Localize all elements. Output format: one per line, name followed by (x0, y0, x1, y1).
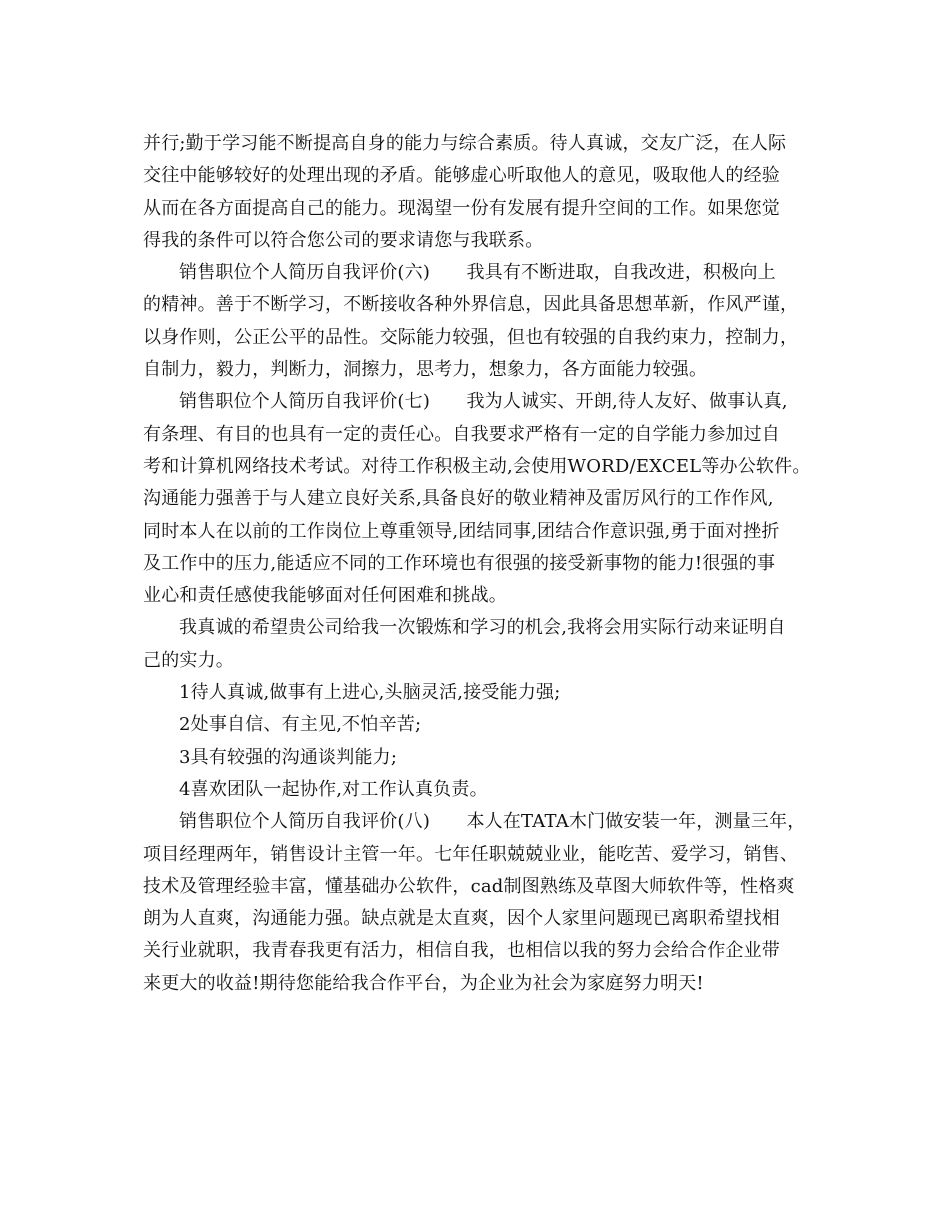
text-line: 沟通能力强善于与人建立良好关系,具备良好的敬业精神及雷厉风行的工作作风, (143, 488, 774, 510)
list-item: 1待人真诚,做事有上进心,头脑灵活,接受能力强; (179, 682, 561, 704)
document-page (143, 128, 811, 1000)
text-line: 的精神。善于不断学习，不断接收各种外界信息，因此具备思想革新，作风严谨， (143, 294, 799, 316)
text-line: 交往中能够较好的处理出现的矛盾。能够虚心听取他人的意见，吸取他人的经验 (143, 165, 780, 187)
text-line: 以身作则，公正公平的品性。交际能力较强，但也有较强的自我约束力，控制力， (143, 326, 799, 348)
section-heading-line: 销售职位个人简历自我评价(七) 我为人诚实、开朗,待人友好、做事认真, (179, 391, 788, 413)
text-line: 并行;勤于学习能不断提高自身的能力与综合素质。待人真诚，交友广泛，在人际 (143, 133, 787, 154)
text-line: 朗为人直爽，沟通能力强。缺点就是太直爽，因个人家里问题现已离职希望找相 (143, 908, 780, 930)
text-line: 从而在各方面提高自己的能力。现渴望一份有发展有提升空间的工作。如果您觉 (143, 197, 780, 219)
text-line: 项目经理两年，销售设计主管一年。七年任职兢兢业业，能吃苦、爱学习，销售、 (143, 843, 799, 865)
text-line: 有条理、有目的也具有一定的责任心。自我要求严格有一定的自学能力参加过自 (143, 423, 780, 445)
text-line: 来更大的收益!期待您能给我合作平台，为企业为社会为家庭努力明天! (143, 972, 704, 994)
text-line: 技术及管理经验丰富，懂基础办公软件，cad制图熟练及草图大师软件等，性格爽 (143, 875, 795, 897)
section-heading-line: 销售职位个人简历自我评价(八) 本人在TATA木门做安装一年，测量三年， (179, 811, 806, 833)
text-line: 同时本人在以前的工作岗位上尊重领导,团结同事,团结合作意识强,勇于面对挫折 (143, 520, 780, 542)
text-line: 业心和责任感使我能够面对任何困难和挑战。 (143, 585, 507, 607)
text-line: 自制力，毅力，判断力，洞擦力，思考力，想象力，各方面能力较强。 (143, 359, 708, 381)
list-item: 2处事自信、有主见,不怕辛苦; (179, 714, 422, 736)
list-item: 3具有较强的沟通谈判能力; (179, 746, 398, 768)
text-line: 及工作中的压力,能适应不同的工作环境也有很强的接受新事物的能力!很强的事 (143, 552, 776, 574)
text-line: 考和计算机网络技术考试。对待工作积极主动,会使用WORD/EXCEL等办公软件。 (143, 455, 811, 477)
list-item: 4喜欢团队一起协作,对工作认真负责。 (179, 778, 488, 800)
text-line: 得我的条件可以符合您公司的要求请您与我联系。 (143, 229, 544, 251)
section-heading-line: 销售职位个人简历自我评价(六) 我具有不断进取，自我改进，积极向上 (179, 262, 776, 284)
text-line: 己的实力。 (143, 649, 234, 671)
paragraph-start-line: 我真诚的希望贵公司给我一次锻炼和学习的机会,我将会用实际行动来证明自 (179, 617, 786, 639)
text-line: 关行业就职，我青春我更有活力，相信自我，也相信以我的努力会给合作企业带 (143, 940, 780, 962)
